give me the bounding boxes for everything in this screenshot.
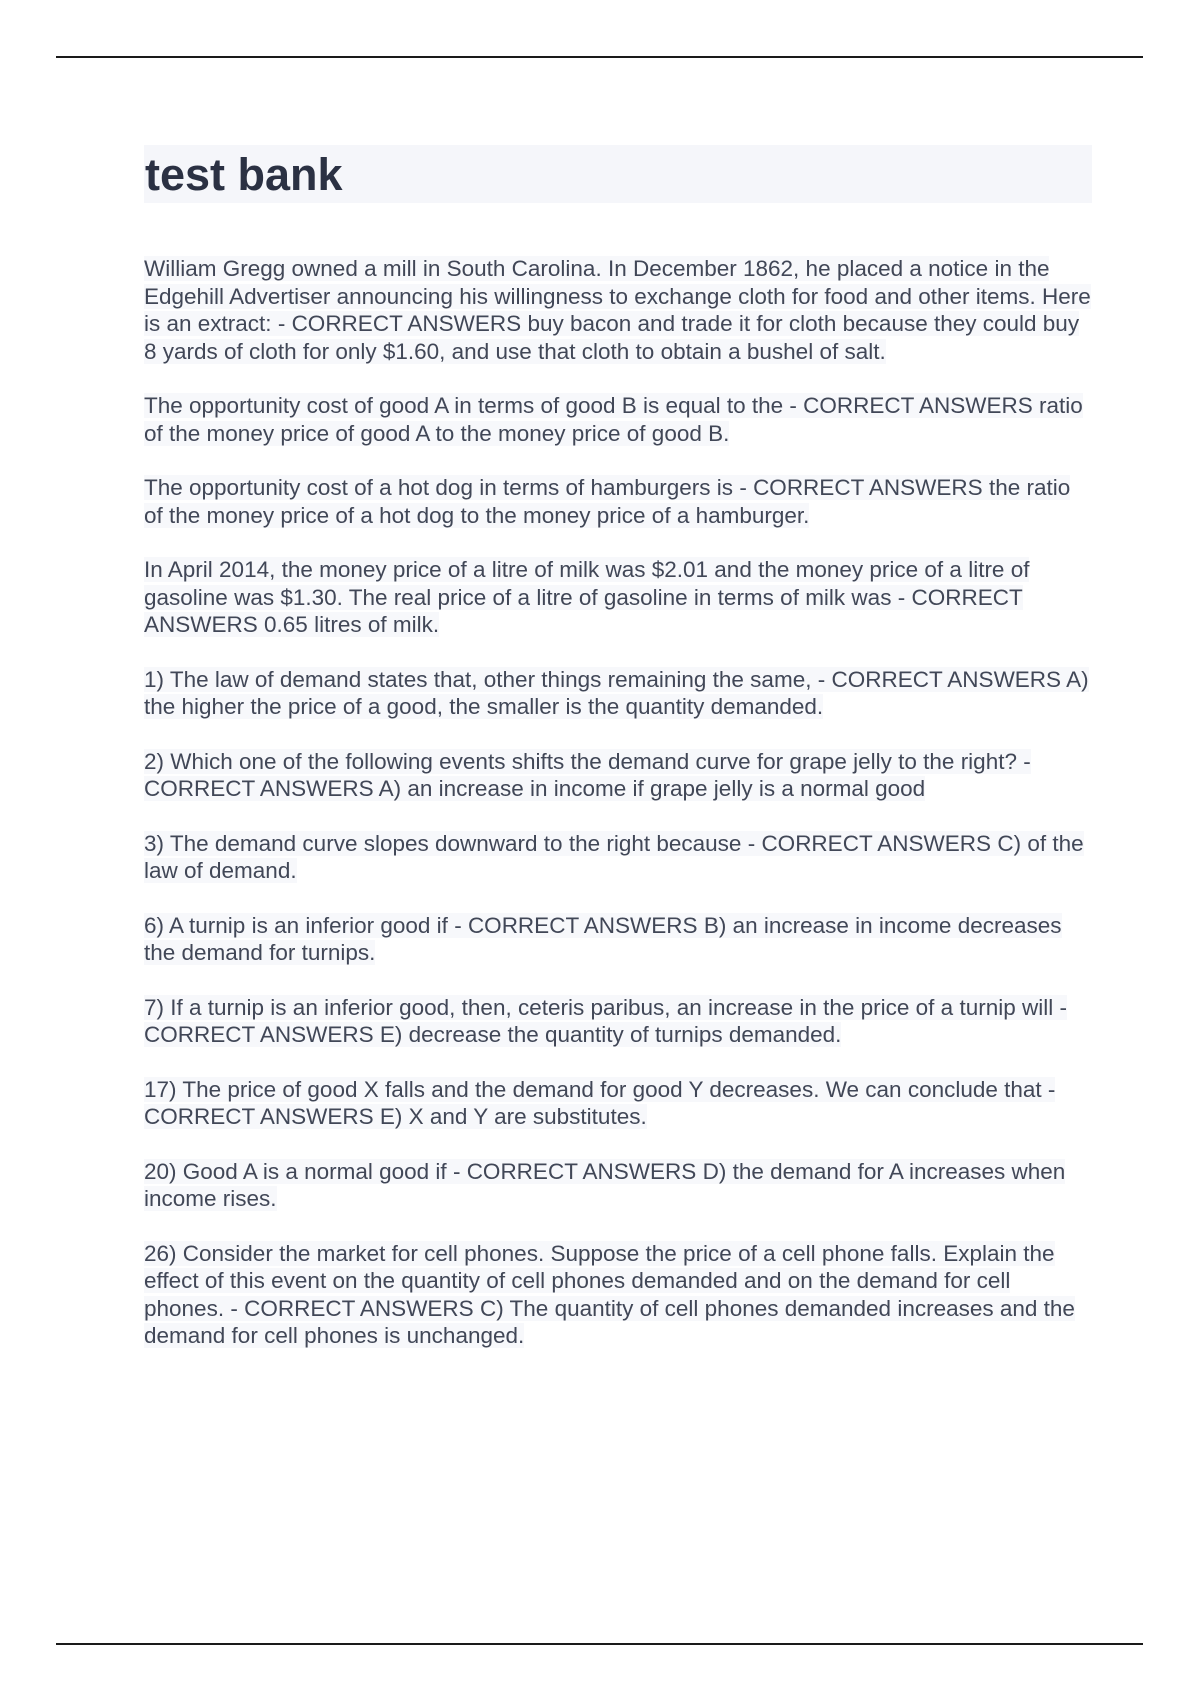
qa-item	[144, 474, 1092, 529]
question-text: 17) The price of good X falls and the demand for good Y decreases. We can conclude that	[144, 1076, 1042, 1102]
question-text: 26) Consider the market for cell phones. Suppose the price of a cell phone falls. Explain the effect of this event on the quantity of cell phones demanded and on the demand for cell phones.	[144, 1240, 1055, 1321]
answer-marker: - CORRECT ANSWERS	[733, 475, 983, 500]
qa-item	[144, 994, 1092, 1049]
question-text: The opportunity cost of a hot dog in terms of hamburgers is	[144, 475, 734, 500]
answer-marker: - CORRECT ANSWERS	[447, 1159, 697, 1184]
question-text: The opportunity cost of good A in terms of good B is equal to the	[144, 393, 784, 418]
answer-text: 0.65 litres of milk.	[258, 612, 439, 637]
answer-text: E) X and Y are substitutes.	[374, 1104, 647, 1129]
qa-item	[144, 666, 1092, 721]
qa-item	[144, 556, 1092, 639]
answer-marker: - CORRECT ANSWERS	[224, 1296, 474, 1321]
answer-text: A) an increase in income if grape jelly is a normal good	[374, 776, 926, 801]
answer-text: the ratio of the money price of a hot dog to the money price of a hamburger.	[144, 475, 1071, 528]
answer-marker: - CORRECT ANSWERS	[811, 667, 1061, 692]
qa-item	[144, 392, 1092, 447]
qa-item	[144, 1158, 1092, 1213]
question-text: 7) If a turnip is an inferior good, then, ceteris paribus, an increase in the price of a turnip will	[144, 994, 1054, 1020]
qa-item	[144, 830, 1092, 885]
page-content	[144, 145, 1092, 1377]
answer-marker: - CORRECT ANSWERS	[272, 311, 522, 336]
answer-text: C) The quantity of cell phones demanded increases and the demand for cell phones is unchanged.	[144, 1295, 1075, 1348]
answer-text: B) an increase in income decreases the demand for turnips.	[144, 912, 1062, 965]
page-title: test bank	[145, 148, 343, 200]
title-bar	[144, 145, 1092, 203]
answer-marker: - CORRECT ANSWERS	[144, 749, 1031, 802]
qa-item	[144, 1240, 1092, 1350]
answer-marker: - CORRECT ANSWERS	[144, 585, 1023, 638]
question-text: In April 2014, the money price of a litre of milk was $2.01 and the money price of a litre of gasoline was $1.30. The real price of a litre of gasoline in terms of milk was	[144, 557, 1030, 610]
answer-marker: - CORRECT ANSWERS	[741, 831, 991, 856]
qa-item	[144, 912, 1092, 967]
answer-marker: - CORRECT ANSWERS	[144, 995, 1067, 1048]
answer-text: C) of the law of demand.	[144, 830, 1084, 883]
answer-marker: - CORRECT ANSWERS	[144, 1077, 1055, 1130]
qa-list	[144, 255, 1092, 1350]
answer-text: D) the demand for A increases when income rises.	[144, 1158, 1066, 1211]
question-text: William Gregg owned a mill in South Carolina. In December 1862, he placed a notice in the Edgehill Advertiser announcing his willingness to exchange cloth for food and other items. Here is an extract:	[144, 256, 1091, 336]
answer-text: A) the higher the price of a good, the smaller is the quantity demanded.	[144, 666, 1089, 719]
answer-marker: - CORRECT ANSWERS	[448, 913, 698, 938]
answer-text: ratio of the money price of good A to the money price of good B.	[144, 393, 1083, 446]
bottom-rule	[56, 1643, 1143, 1645]
answer-text: buy bacon and trade it for cloth because they could buy 8 yards of cloth for only $1.60, and use that cloth to obtain a bushel of salt.	[144, 311, 1080, 364]
question-text: 1) The law of demand states that, other things remaining the same,	[144, 666, 812, 692]
qa-item	[144, 748, 1092, 803]
question-text: 2) Which one of the following events shifts the demand curve for grape jelly to the right?	[144, 748, 1017, 774]
answer-marker: - CORRECT ANSWERS	[783, 393, 1033, 418]
question-text: 6) A turnip is an inferior good if	[144, 912, 448, 938]
qa-item	[144, 1076, 1092, 1131]
question-text: 3) The demand curve slopes downward to the right because	[144, 830, 742, 856]
top-rule	[56, 56, 1143, 58]
question-text: 20) Good A is a normal good if	[144, 1158, 447, 1184]
qa-item	[144, 255, 1092, 365]
answer-text: E) decrease the quantity of turnips demanded.	[374, 1022, 842, 1047]
